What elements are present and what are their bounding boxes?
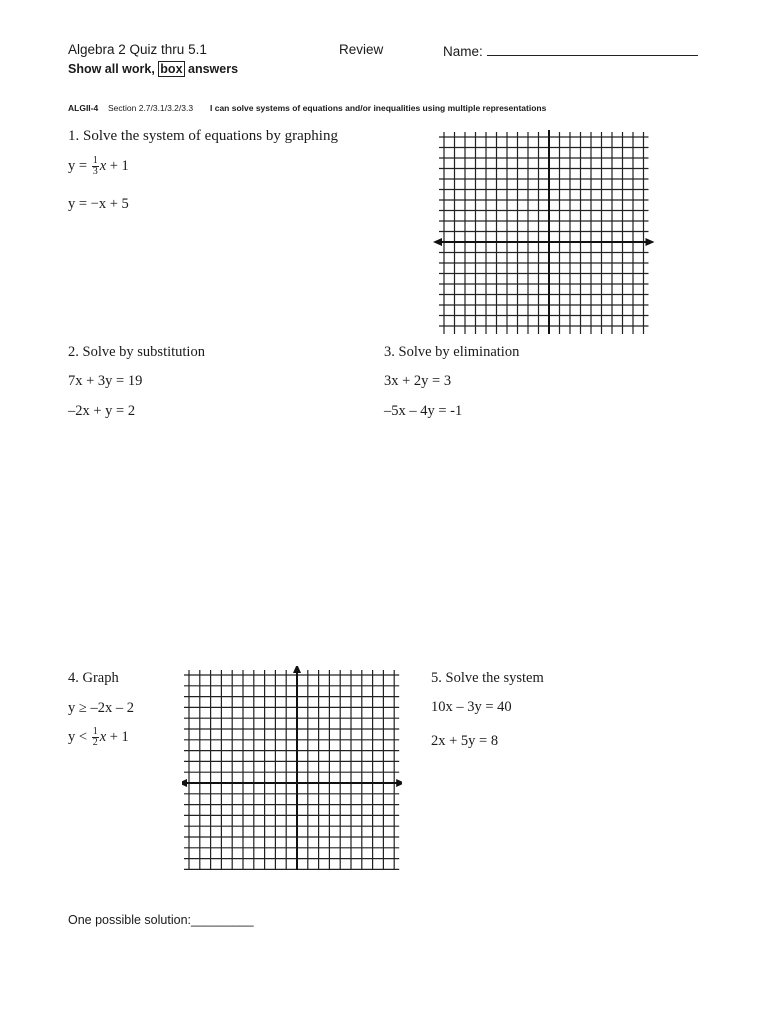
- q3-equation-2: –5x – 4y = -1: [384, 403, 463, 419]
- coordinate-grid-1[interactable]: [432, 124, 672, 334]
- coordinate-grid-2[interactable]: [182, 666, 402, 870]
- x-axis-arrow-left: [182, 779, 187, 787]
- q4-ineq2-numerator: 1: [92, 726, 98, 737]
- q5-equation-1: 10x – 3y = 40: [431, 699, 512, 715]
- name-label: Name:: [443, 44, 483, 59]
- q4-inequality-1: y ≥ –2x – 2: [68, 700, 134, 716]
- q3-equation-1: 3x + 2y = 3: [384, 373, 452, 389]
- x-axis-arrow-right: [646, 238, 655, 246]
- standard-code: ALGII-4: [68, 103, 99, 113]
- name-blank-line: [487, 42, 698, 56]
- y-axis-arrow-up: [293, 666, 301, 673]
- one-possible-solution: One possible solution:_________: [68, 913, 254, 927]
- instructions-boxed-word: box: [160, 62, 183, 76]
- q1-eq1-variable: x: [99, 157, 107, 174]
- q5-prompt: 5. Solve the system: [431, 670, 544, 686]
- q4-prompt: 4. Graph: [68, 670, 119, 686]
- q2-equation-1: 7x + 3y = 19: [68, 373, 143, 389]
- q3-prompt: 3. Solve by elimination: [384, 344, 520, 360]
- q4-ineq2-denominator: 2: [92, 737, 98, 748]
- x-axis-arrow-right: [396, 779, 402, 787]
- standard-statement: I can solve systems of equations and/or inequalities using multiple representations: [210, 103, 547, 113]
- q1-equation-1: [68, 156, 129, 177]
- name-field: [443, 42, 698, 59]
- q4-ineq2-lhs: y <: [68, 728, 91, 745]
- q1-eq1-fraction: [92, 156, 99, 177]
- q1-eq1-rest: + 1: [106, 157, 129, 174]
- q1-equation-2: y = −x + 5: [68, 196, 129, 212]
- q1-prompt: 1. Solve the system of equations by graphing: [68, 128, 338, 144]
- q5-equation-2: 2x + 5y = 8: [431, 733, 499, 749]
- q1-eq1-lhs: y =: [68, 157, 91, 174]
- instructions-pre: Show all work,: [68, 62, 159, 76]
- review-label: Review: [339, 42, 384, 57]
- q1-eq1-numerator: 1: [92, 155, 98, 166]
- q4-ineq2-rest: + 1: [106, 728, 129, 745]
- standard-sections: Section 2.7/3.1/3.2/3.3: [108, 103, 194, 113]
- x-axis-arrow-left: [433, 238, 442, 246]
- q4-inequality-2: [68, 727, 129, 748]
- q2-equation-2: –2x + y = 2: [68, 403, 136, 419]
- instructions: [68, 62, 238, 76]
- q2-prompt: 2. Solve by substitution: [68, 344, 205, 360]
- q1-eq1-denominator: 3: [92, 166, 98, 177]
- q4-ineq2-fraction: [92, 727, 99, 748]
- course-title: Algebra 2 Quiz thru 5.1: [68, 42, 207, 57]
- instructions-post: answers: [184, 62, 239, 76]
- q4-ineq2-variable: x: [99, 728, 107, 745]
